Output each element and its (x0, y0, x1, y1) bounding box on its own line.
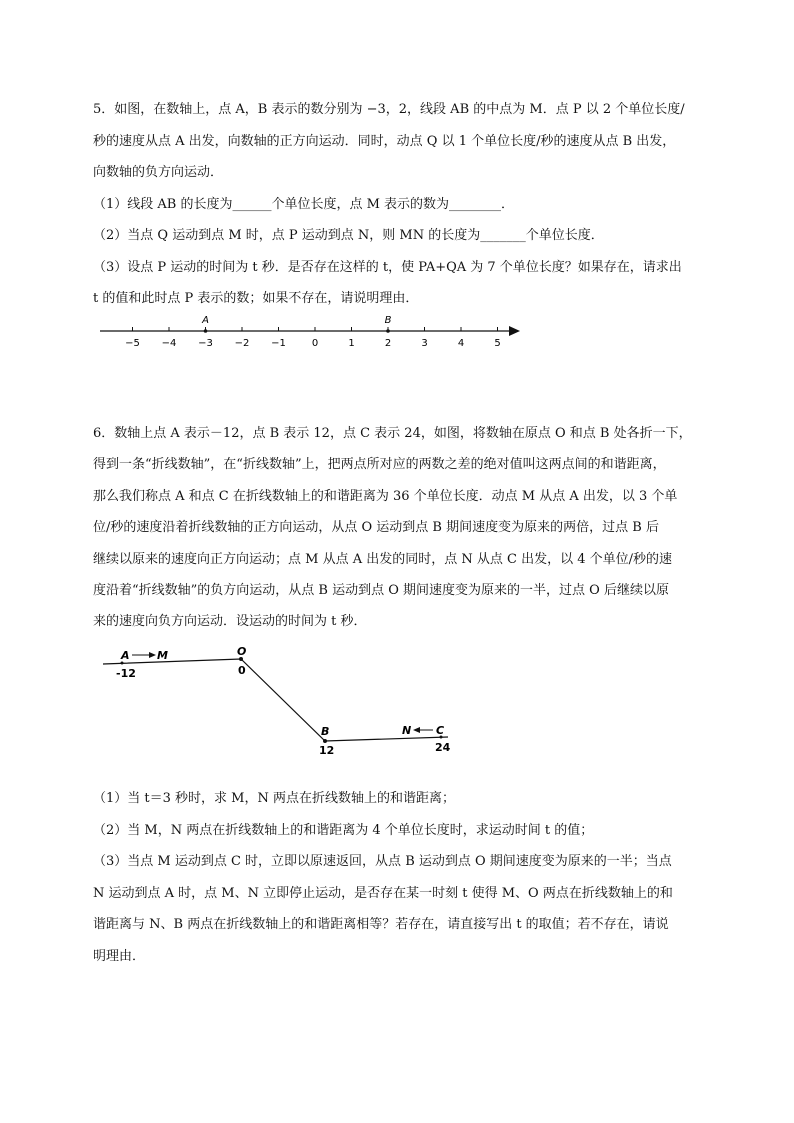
tick-label: 0 (311, 338, 319, 349)
tick-label: −5 (125, 338, 140, 349)
label-c: C (436, 724, 445, 737)
label-m: M (157, 649, 168, 662)
value-a: -12 (116, 667, 136, 680)
q6-sub-3-line-1: （3）当点 M 运动到点 C 时，立即以原速返回，从点 B 运动到点 O 期间速度变为原来的一半；当点 (93, 854, 672, 869)
value-b: 12 (319, 744, 335, 757)
label-b: B (321, 725, 330, 738)
q6-stem-line-4: 位/秒的速度沿着折线数轴的正方向运动，从点 O 运动到点 B 期间速度变为原来的两倍，过点 B 后 (93, 520, 659, 535)
q5-stem-line-3: 向数轴的负方向运动． (93, 165, 224, 180)
tick-label: 1 (348, 338, 355, 349)
q6-stem-line-5: 继续以原来的速度向正方向运动；点 M 从点 A 出发的同时，点 N 从点 C 出发，以 4 个单位/秒的速 (93, 552, 672, 567)
q5-sub-3-line-1: （3）设点 P 运动的时间为 t 秒．是否存在这样的 t，使 PA+QA 为 7 个单位长度？如果存在，请求出 (93, 260, 682, 275)
q6-sub-3-line-4: 明理由． (93, 949, 146, 964)
label-n: N (402, 724, 412, 737)
q5-sub-1: （1）线段 AB 的长度为______个单位长度，点 M 表示的数为________． (93, 197, 515, 212)
point-label: A (202, 315, 209, 326)
arrow-right-icon (149, 652, 156, 658)
arrow-left-icon (413, 727, 420, 733)
label-a: A (121, 649, 130, 662)
value-o: 0 (238, 664, 246, 677)
q6-stem-line-1: 6．数轴上点 A 表示－12，点 B 表示 12，点 C 表示 24，如图，将数轴在原点 O 和点 B 处各折一下， (93, 426, 692, 441)
q6-stem-line-2: 得到一条“折线数轴”，在“折线数轴”上，把两点所对应的两数之差的绝对值叫这两点间的和谐距离， (93, 457, 666, 472)
tick-label: −4 (161, 338, 177, 349)
q6-sub-3-line-3: 谐距离与 N、B 两点在折线数轴上的和谐距离相等？若存在，请直接写出 t 的取值；若不存在，请说 (93, 917, 669, 932)
point-label: B (384, 315, 392, 326)
tick-label: 4 (457, 338, 465, 349)
q5-sub-3-line-2: t 的值和此时点 P 表示的数；如果不存在，请说明理由． (93, 291, 419, 306)
q6-stem-line-7: 来的速度向负方向运动．设运动的时间为 t 秒． (93, 614, 367, 629)
q6-sub-1: （1）当 t＝3 秒时，求 M，N 两点在折线数轴上的和谐距离； (93, 791, 455, 806)
q5-sub-2: （2）当点 Q 运动到点 M 时，点 P 运动到点 N，则 MN 的长度为_______个单位长度． (93, 228, 604, 243)
value-c: 24 (435, 741, 451, 754)
q6-sub-2: （2）当 M，N 两点在折线数轴上的和谐距离为 4 个单位长度时，求运动时间 t 的值； (93, 823, 594, 838)
tick-label: −2 (234, 338, 250, 349)
label-o: O (237, 645, 247, 658)
q6-stem-line-3: 那么我们称点 A 和点 C 在折线数轴上的和谐距离为 36 个单位长度．动点 M 从点 A 出发，以 3 个单 (93, 489, 678, 504)
q5-stem-line-2: 秒的速度从点 A 出发，向数轴的正方向运动．同时，动点 Q 以 1 个单位长度/秒的速度从点 B 出发， (93, 134, 676, 149)
tick-label: 2 (384, 338, 392, 349)
folded-number-line (103, 659, 448, 741)
q5-stem-line-1: 5．如图，在数轴上，点 A，B 表示的数分别为 −3，2，线段 AB 的中点为 M．点 P 以 2 个单位长度/ (93, 102, 685, 117)
tick-label: −1 (271, 338, 286, 349)
tick-label: −3 (198, 338, 213, 349)
q6-sub-3-line-2: N 运动到点 A 时，点 M、N 立即停止运动，是否存在某一时刻 t 使得 M、O 两点在折线数轴上的和 (93, 886, 673, 901)
q6-stem-line-6: 度沿着“折线数轴”的负方向运动，从点 B 运动到点 O 期间速度变为原来的一半，过点 O 后继续以原 (93, 583, 669, 598)
tick-label: 3 (421, 338, 428, 349)
point-b-dot (323, 739, 327, 743)
tick-label: 5 (494, 338, 501, 349)
